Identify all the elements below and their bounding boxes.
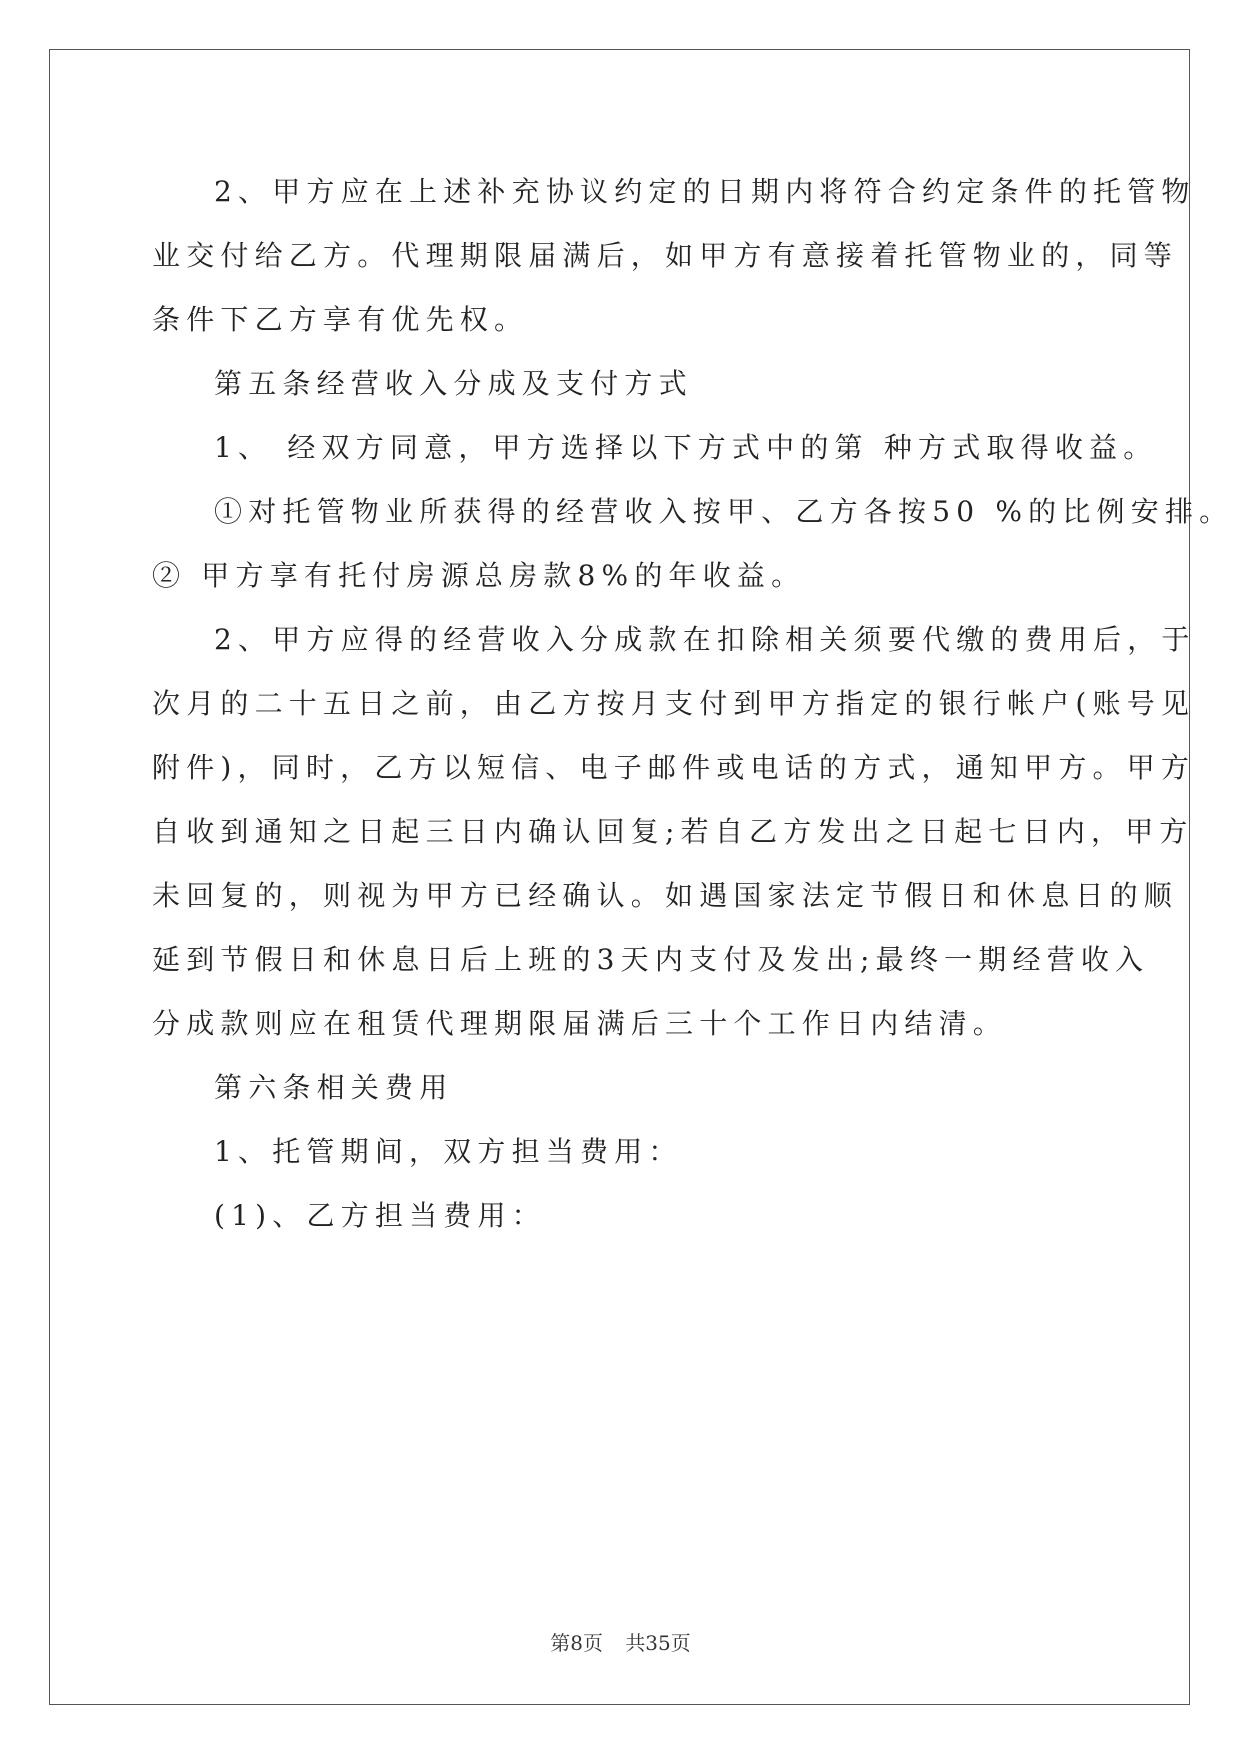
paragraph [152,160,1196,352]
page-footer [0,1627,1241,1656]
section-heading-article-5 [152,352,1092,416]
text-line: 2、甲方应在上述补充协议约定的日期内将符合约定条件的托管物 [214,175,1196,208]
text-line: 次月的二十五日之前，由乙方按月支付到甲方指定的银行帐户(账号见 [152,687,1196,720]
text-line: ② 甲方享有托付房源总房款8%的年收益。 [152,559,806,592]
text-line: 业交付给乙方。代理期限届满后，如甲方有意接着托管物业的，同等 [152,239,1179,272]
text-line: 分成款则应在租赁代理期限届满后三十个工作日内结清。 [152,1007,1008,1040]
paragraph-option-1 [152,480,1234,544]
page-number: 第8页 [550,1631,603,1655]
document-body [152,160,1234,1248]
paragraph-party-b-expenses [152,1184,1092,1248]
text-line: ①对托管物业所获得的经营收入按甲、乙方各按50 %的比例安排。 [214,495,1234,528]
paragraph-option-choice [152,416,1158,480]
text-line: 第五条经营收入分成及支付方式 [214,367,693,400]
text-line: 1、托管期间，双方担当费用： [214,1135,683,1168]
paragraph-delivery [152,160,1196,352]
text-line: 未回复的，则视为甲方已经确认。如遇国家法定节假日和休息日的顺 [152,879,1179,912]
text-line: 第六条相关费用 [214,1071,454,1104]
section-heading-article-6 [152,1056,1092,1120]
text-line: 自收到通知之日起三日内确认回复;若自乙方发出之日起七日内，甲方 [152,815,1194,848]
page-total: 共35页 [625,1631,691,1655]
text-line: (1)、乙方担当费用： [214,1199,546,1232]
text-line: 1、 经双方同意，甲方选择以下方式中的第 种方式取得收益。 [214,431,1158,464]
paragraph-option-2 [152,544,1092,608]
paragraph-expenses [152,1120,1092,1184]
paragraph-payment-terms [152,608,1196,1056]
text-line: 附件)，同时，乙方以短信、电子邮件或电话的方式，通知甲方。甲方 [152,751,1196,784]
text-line: 延到节假日和休息日后上班的3天内支付及发出;最终一期经营收入 [152,943,1150,976]
text-line: 2、甲方应得的经营收入分成款在扣除相关须要代缴的费用后，于 [214,623,1196,656]
text-line: 条件下乙方享有优先权。 [152,303,529,336]
